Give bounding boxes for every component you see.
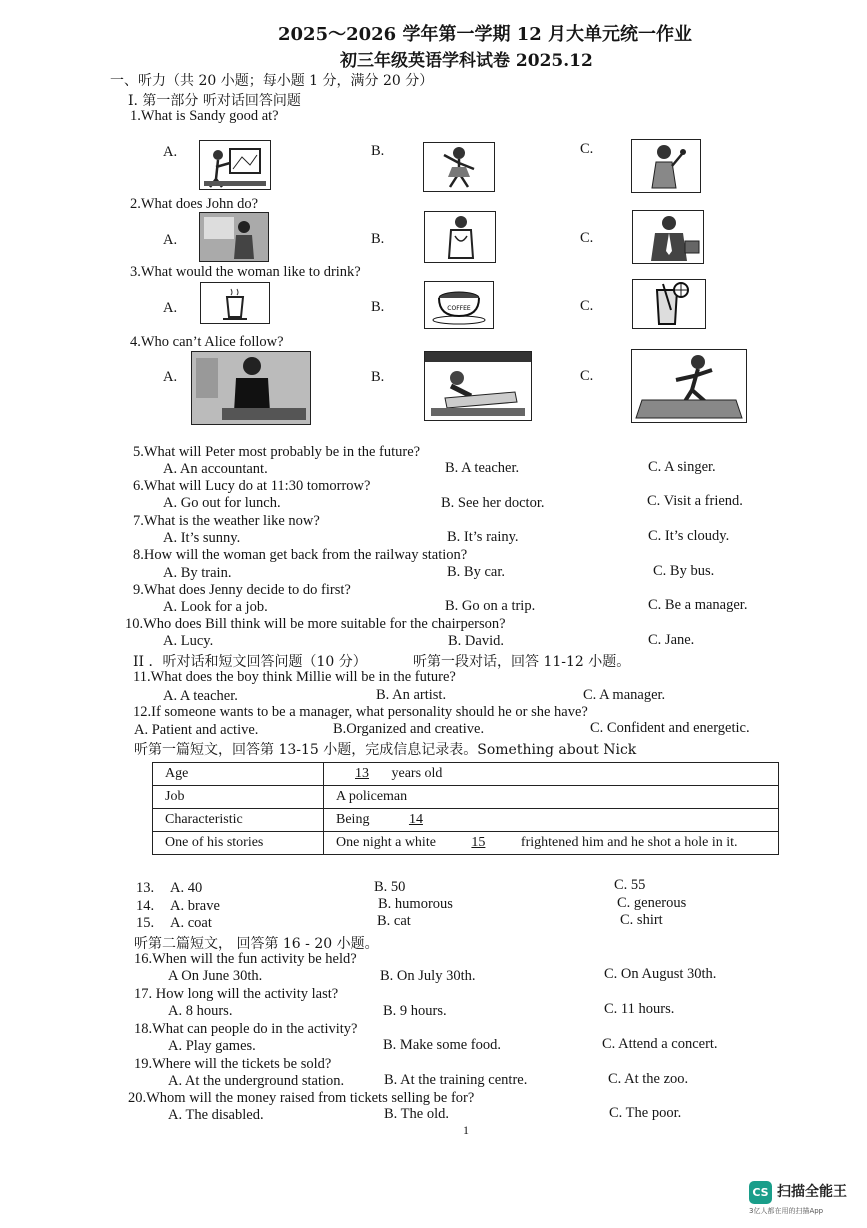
option-11a: A. A teacher. bbox=[163, 688, 238, 704]
row-value-characteristic bbox=[324, 809, 779, 832]
question-5: 5.What will Peter most probably be in the future? bbox=[133, 444, 421, 460]
question-19: 19.Where will the tickets be sold? bbox=[134, 1056, 332, 1072]
table-row bbox=[153, 809, 779, 832]
option-19a: A. At the underground station. bbox=[168, 1073, 345, 1089]
question-1: 1.What is Sandy good at? bbox=[130, 108, 279, 124]
option-label-4a: A. bbox=[163, 369, 178, 385]
option-17a: A. 8 hours. bbox=[168, 1003, 233, 1019]
camscanner-brand: 扫描全能王 bbox=[777, 1184, 847, 1200]
exam-title-line2: 初三年级英语学科试卷 2025.12 bbox=[340, 51, 593, 71]
exam-title-line1: 2025～2026 学年第一学期 12 月大单元统一作业 bbox=[278, 24, 693, 45]
option-15b: B. cat bbox=[377, 913, 411, 929]
question-14-number: 14. bbox=[136, 898, 155, 914]
option-5a: A. An accountant. bbox=[163, 461, 268, 477]
option-13c: C. 55 bbox=[614, 877, 646, 893]
option-9a: A. Look for a job. bbox=[163, 599, 268, 615]
question-4: 4.Who can’t Alice follow? bbox=[130, 334, 284, 350]
option-label-1b: B. bbox=[371, 143, 385, 159]
option-6a: A. Go out for lunch. bbox=[163, 495, 281, 511]
age-unit: years old bbox=[391, 766, 443, 781]
option-7b: B. It’s rainy. bbox=[447, 529, 519, 545]
tea-icon bbox=[200, 282, 270, 324]
camscanner-tagline: 3亿人都在用的扫描App bbox=[749, 1207, 824, 1215]
question-18: 18.What can people do in the activity? bbox=[134, 1021, 358, 1037]
blank-15[interactable]: 15 bbox=[471, 835, 486, 850]
page-number: 1 bbox=[463, 1123, 469, 1137]
blank-13[interactable]: 13 bbox=[355, 766, 369, 781]
option-5b: B. A teacher. bbox=[445, 460, 520, 476]
option-label-3a: A. bbox=[163, 300, 178, 316]
table-row bbox=[153, 763, 779, 786]
option-label-2a: A. bbox=[163, 232, 178, 248]
story-prefix: One night a white bbox=[336, 835, 436, 850]
blank-14[interactable]: 14 bbox=[408, 812, 423, 827]
story-suffix: frightened him and he shot a hole in it. bbox=[520, 835, 738, 850]
question-17: 17. How long will the activity last? bbox=[134, 986, 339, 1002]
camscanner-logo-icon: CS bbox=[749, 1181, 772, 1204]
option-label-3c: C. bbox=[580, 298, 594, 314]
option-11c: C. A manager. bbox=[583, 687, 666, 703]
juice-icon bbox=[632, 279, 706, 329]
question-2: 2.What does John do? bbox=[130, 196, 259, 212]
question-15-number: 15. bbox=[136, 915, 155, 931]
option-6c: C. Visit a friend. bbox=[647, 493, 743, 509]
option-label-4b: B. bbox=[371, 369, 385, 385]
row-value-story bbox=[324, 832, 779, 855]
question-11: 11.What does the boy think Millie will be in the future? bbox=[133, 669, 456, 685]
option-14a: A. brave bbox=[170, 898, 220, 914]
option-14c: C. generous bbox=[617, 895, 687, 911]
row-label-story: One of his stories bbox=[153, 832, 324, 855]
option-8b: B. By car. bbox=[447, 564, 505, 580]
nick-info-table bbox=[152, 762, 779, 855]
passage1-instruction: 听第一篇短文，回答第 13-15 小题，完成信息记录表。Something about Nick bbox=[134, 742, 637, 758]
question-6: 6.What will Lucy do at 11:30 tomorrow? bbox=[133, 478, 371, 494]
coffee-icon bbox=[424, 281, 494, 329]
singing-icon bbox=[631, 139, 701, 193]
question-20: 20.Whom will the money raised from tickets selling be for? bbox=[128, 1090, 475, 1106]
option-label-2b: B. bbox=[371, 231, 385, 247]
option-14b: B. humorous bbox=[378, 896, 453, 912]
option-16b: B. On July 30th. bbox=[380, 968, 476, 984]
option-10a: A. Lucy. bbox=[163, 633, 214, 649]
option-16c: C. On August 30th. bbox=[604, 966, 717, 982]
row-value-job: A policeman bbox=[324, 786, 779, 809]
option-13a: A. 40 bbox=[170, 880, 203, 896]
question-13-number: 13. bbox=[136, 880, 155, 896]
option-label-4c: C. bbox=[580, 368, 594, 384]
painting-icon bbox=[199, 140, 271, 190]
part2-heading: II ．听对话和短文回答问题（10 分） bbox=[133, 654, 367, 670]
section-heading-listening: 一、听力（共 20 小题；每小题 1 分，满分 20 分） bbox=[110, 73, 434, 89]
passage2-instruction: 听第二篇短文， 回答第 16 - 20 小题。 bbox=[134, 936, 379, 952]
option-5c: C. A singer. bbox=[648, 459, 716, 475]
option-20c: C. The poor. bbox=[609, 1105, 682, 1121]
question-9: 9.What does Jenny decide to do first? bbox=[133, 582, 351, 598]
row-label-job: Job bbox=[153, 786, 324, 809]
option-18a: A. Play games. bbox=[168, 1038, 256, 1054]
option-16a: A On June 30th. bbox=[168, 968, 263, 984]
option-10c: C. Jane. bbox=[648, 632, 695, 648]
dancing-icon bbox=[423, 142, 495, 192]
option-17b: B. 9 hours. bbox=[383, 1003, 447, 1019]
option-11b: B. An artist. bbox=[376, 687, 447, 703]
row-value-age bbox=[324, 763, 779, 786]
doctor-icon bbox=[424, 211, 496, 263]
question-10: 10.Who does Bill think will be more suitable for the chairperson? bbox=[125, 616, 506, 632]
part2-dialogue-instruction: 听第一段对话，回答 11-12 小题。 bbox=[413, 654, 631, 670]
option-8c: C. By bus. bbox=[653, 563, 715, 579]
option-15a: A. coat bbox=[170, 915, 212, 931]
businessman-icon bbox=[632, 210, 704, 264]
option-12b: B.Organized and creative. bbox=[333, 721, 485, 737]
table-row bbox=[153, 832, 779, 855]
option-17c: C. 11 hours. bbox=[604, 1001, 675, 1017]
option-label-3b: B. bbox=[371, 299, 385, 315]
table-row bbox=[153, 786, 779, 809]
option-label-1a: A. bbox=[163, 144, 178, 160]
option-19c: C. At the zoo. bbox=[608, 1071, 689, 1087]
characteristic-prefix: Being bbox=[336, 812, 370, 827]
option-20a: A. The disabled. bbox=[168, 1107, 264, 1123]
option-8a: A. By train. bbox=[163, 565, 232, 581]
student-writing-icon bbox=[424, 351, 532, 421]
option-12c: C. Confident and energetic. bbox=[590, 720, 750, 736]
dancer-icon bbox=[631, 349, 747, 423]
row-label-characteristic: Characteristic bbox=[153, 809, 324, 832]
option-15c: C. shirt bbox=[620, 912, 663, 928]
option-label-2c: C. bbox=[580, 230, 594, 246]
option-18b: B. Make some food. bbox=[383, 1037, 501, 1053]
question-7: 7.What is the weather like now? bbox=[133, 513, 320, 529]
question-12: 12.If someone wants to be a manager, what personality should he or she have? bbox=[133, 704, 588, 720]
option-9c: C. Be a manager. bbox=[648, 597, 748, 613]
option-7a: A. It’s sunny. bbox=[163, 530, 241, 546]
question-3: 3.What would the woman like to drink? bbox=[130, 264, 361, 280]
option-12a: A. Patient and active. bbox=[134, 722, 259, 738]
teacher-at-desk-icon bbox=[191, 351, 311, 425]
teacher-icon bbox=[199, 212, 269, 262]
option-13b: B. 50 bbox=[374, 879, 406, 895]
option-7c: C. It’s cloudy. bbox=[648, 528, 730, 544]
option-6b: B. See her doctor. bbox=[441, 495, 545, 511]
coffee-cup-text: COFFEE bbox=[447, 305, 471, 312]
question-8: 8.How will the woman get back from the railway station? bbox=[133, 547, 468, 563]
option-label-1c: C. bbox=[580, 141, 594, 157]
option-10b: B. David. bbox=[448, 633, 504, 649]
option-9b: B. Go on a trip. bbox=[445, 598, 536, 614]
option-19b: B. At the training centre. bbox=[384, 1072, 528, 1088]
question-16: 16.When will the fun activity be held? bbox=[134, 951, 357, 967]
option-18c: C. Attend a concert. bbox=[602, 1036, 718, 1052]
row-label-age: Age bbox=[153, 763, 324, 786]
option-20b: B. The old. bbox=[384, 1106, 449, 1122]
part1-heading: I. 第一部分 听对话回答问题 bbox=[128, 93, 301, 109]
